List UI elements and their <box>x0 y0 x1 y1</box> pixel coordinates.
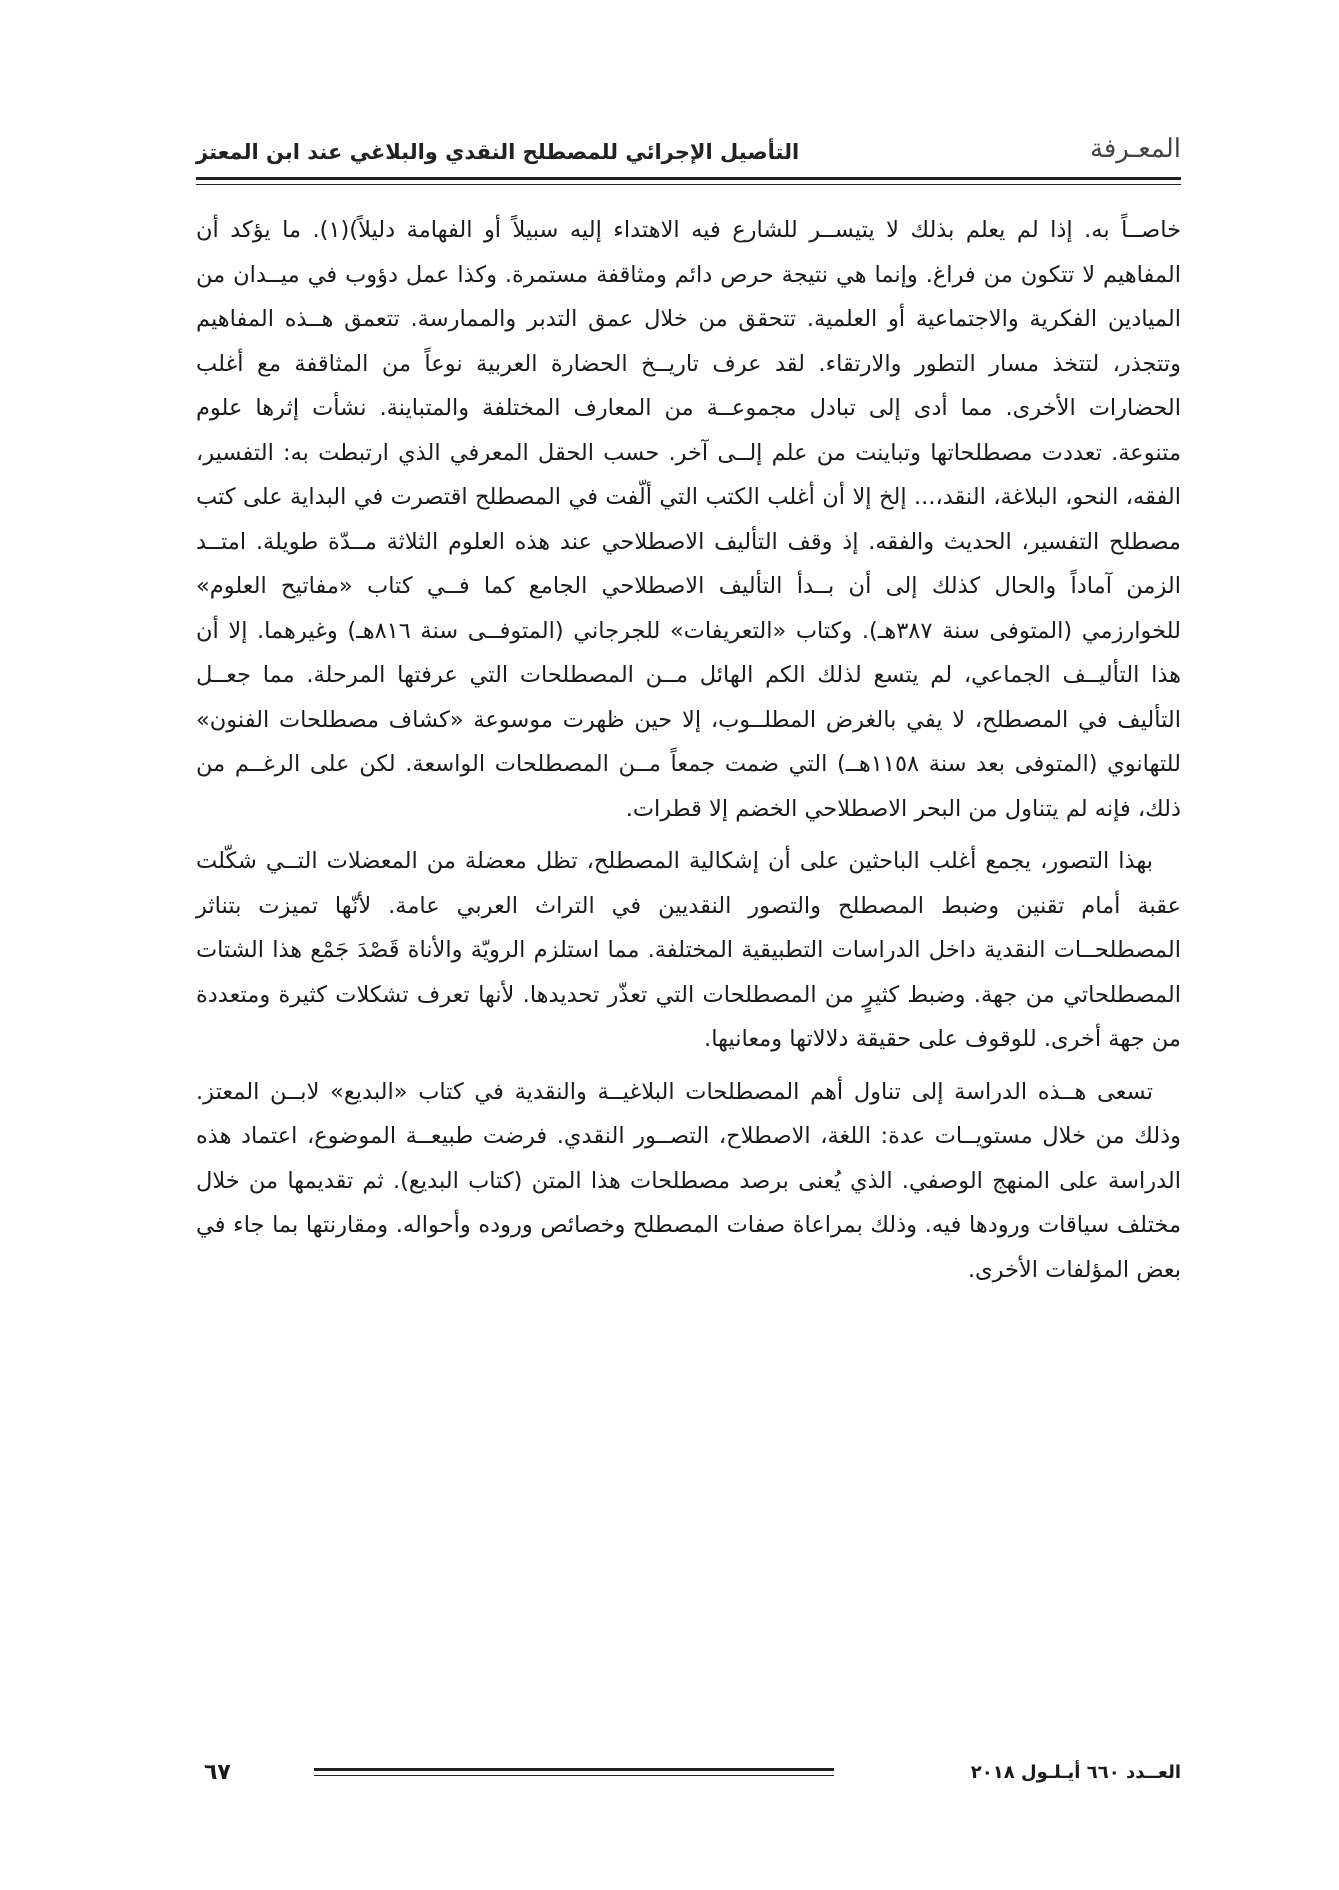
running-header <box>196 118 1181 174</box>
header-divider-thin <box>196 184 1181 185</box>
body-text <box>196 208 1181 1300</box>
footer-divider <box>314 1768 834 1771</box>
page-number: ٦٧ <box>204 1760 231 1785</box>
journal-logo: المعـرفة <box>1089 134 1181 164</box>
page-footer <box>196 1762 1181 1792</box>
paragraph-3: تسعى هــذه الدراسة إلى تناول أهم المصطلحات البلاغيــة والنقدية في كتاب «البديع» لابــن المعتز. وذلك من خلال مستويــات عدة: اللغة، الاصطلاح، التصــور النقدي. فرضت طبيعــة الموضوع، اعتماد هذه الدراسة على المنهج الوصفي. الذي يُعنى برصد مصطلحات هذا المتن (كتاب البديع). ثم تقديمها من خلال مختلف سياقات ورودها فيه. وذلك بمراعاة صفات المصطلح وخصائص وروده وأحواله. ومقارنتها بما جاء في بعض المؤلفات الأخرى. <box>196 1078 1181 1283</box>
paragraph-2: بهذا التصور، يجمع أغلب الباحثين على أن إشكالية المصطلح، تظل معضلة من المعضلات التــي شكّلت عقبة أمام تقنين وضبط المصطلح والتصور النقديين في التراث العربي عامة. لأنّها تميزت بتناثر المصطلحــات النقدية داخل الدراسات التطبيقية المختلفة. مما استلزم الرويّة والأناة قَصْدَ جَمْع هذا الشتات المصطلحاتي من جهة. وضبط كثيرٍ من المصطلحات التي تعذّر تحديدها. لأنها تعرف تشكلات كثيرة ومتعددة من جهة أخرى. للوقوف على حقيقة دلالاتها ومعانيها. <box>196 848 1181 1052</box>
paragraph-1: خاصــاً به. إذا لم يعلم بذلك لا يتيســر للشارع فيه الاهتداء إليه سبيلاً أو الفهامة دليلاً)(١). ما يؤكد أن المفاهيم لا تتكون من فراغ. وإنما هي نتيجة حرص دائم ومثاقفة مستمرة. وكذا عمل دؤوب في ميــدان من الميادين الفكرية والاجتماعية أو العلمية. تتحقق من خلال عمق التدبر والممارسة. تتعمق هــذه المفاهيم وتتجذر، لتتخذ مسار التطور والارتقاء. لقد عرف تاريــخ الحضارة العربية نوعاً من المثاقفة مع أغلب الحضارات الأخرى. مما أدى إلى تبادل مجموعــة من المعارف المختلفة والمتباينة. نشأت إثرها علوم متنوعة. تعددت مصطلحاتها وتباينت من علم إلــى آخر. حسب الحقل المعرفي الذي ارتبطت به: التفسير، الفقه، النحو، البلاغة، النقد،... إلخ إلا أن أغلب الكتب التي ألّفت في المصطلح اقتصرت في البداية على كتب مصطلح التفسير، الحديث والفقه. إذ وقف التأليف الاصطلاحي عند هذه العلوم الثلاثة مــدّة طويلة. امتــد الزمن آماداً والحال كذلك إلى أن بــدأ التأليف الاصطلاحي الجامع كما فــي كتاب «مفاتيح العلوم» للخوارزمي (المتوفى سنة ٣٨٧هـ). وكتاب «التعريفات» للجرجاني (المتوفــى سنة ٨١٦هـ) وغيرهما. إلا أن هذا التأليــف الجماعي، لم يتسع لذلك الكم الهائل مــن المصطلحات التي عرفتها المرحلة. مما جعــل التأليف في المصطلح، لا يفي بالغرض المطلــوب، إلا حين ظهرت موسوعة «كشاف مصطلحات الفنون» للتهانوي (المتوفى بعد سنة ١١٥٨هــ) التي ضمت جمعاً مــن المصطلحات الواسعة. لكن على الرغــم من ذلك، فإنه لم يتناول من البحر الاصطلاحي الخضم إلا قطرات. <box>196 217 1181 822</box>
header-divider <box>196 177 1181 180</box>
issue-info: العــدد ٦٦٠ أيـلـول ٢٠١٨ <box>970 1762 1181 1783</box>
article-title: التأصيل الإجرائي للمصطلح النقدي والبلاغي عند ابن المعتز <box>196 140 800 164</box>
footer-divider-thin <box>314 1775 834 1776</box>
